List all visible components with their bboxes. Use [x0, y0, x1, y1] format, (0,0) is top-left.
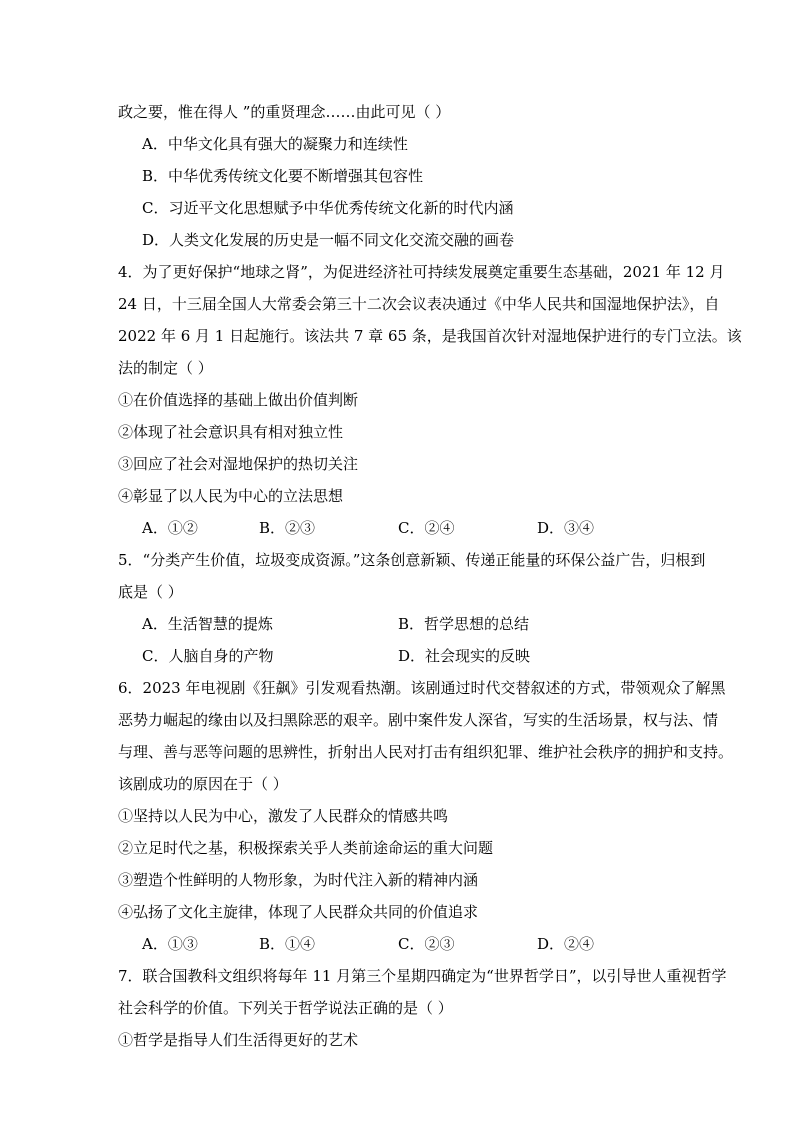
q4-statement-1: ①在价值选择的基础上做出价值判断	[118, 391, 359, 409]
q3-option-a: A．中华文化具有强大的凝聚力和连续性	[142, 135, 408, 153]
q6-stem-line: 恶势力崛起的缘由以及扫黑除恶的艰辛。剧中案件发人深省，写实的生活场景，权与法、情	[118, 711, 719, 729]
q6-statement-4: ④弘扬了文化主旋律，体现了人民群众共同的价值追求	[118, 903, 479, 921]
q5-option-d: D．社会现实的反映	[398, 647, 531, 665]
q4-option-c: C．②④	[398, 519, 455, 537]
q7-statement-1: ①哲学是指导人们生活得更好的艺术	[118, 1031, 359, 1049]
q7-stem-line: 7．联合国教科文组织将每年 11 月第三个星期四确定为“世界哲学日”，以引导世人重视哲学	[118, 967, 727, 985]
q6-option-b: B．①④	[259, 935, 316, 953]
q5-stem-line: 5．“分类产生价值，垃圾变成资源。”这条创意新颖、传递正能量的环保公益广告，归根到	[118, 551, 706, 569]
q6-statement-2: ②立足时代之基，积极探索关乎人类前途命运的重大问题	[118, 839, 494, 857]
q4-stem-line: 法的制定（ ）	[118, 359, 213, 377]
q6-stem-line: 与理、善与恶等问题的思辨性，折射出人民对打击有组织犯罪、维护社会秩序的拥护和支持。	[118, 743, 734, 761]
q4-stem-line: 2022 年 6 月 1 日起施行。该法共 7 章 65 条，是我国首次针对湿地保护进行的专门立法。该	[118, 327, 742, 345]
q7-stem-line: 社会科学的价值。下列关于哲学说法正确的是（ ）	[118, 999, 453, 1017]
q4-statement-2: ②体现了社会意识具有相对独立性	[118, 423, 344, 441]
q6-stem-line: 6．2023 年电视剧《狂飙》引发观看热潮。该剧通过时代交替叙述的方式，带领观众了解黑	[118, 679, 726, 697]
q5-option-c: C．人脑自身的产物	[142, 647, 274, 665]
q4-statement-3: ③回应了社会对湿地保护的热切关注	[118, 455, 359, 473]
q5-stem-line: 底是（ ）	[118, 583, 183, 601]
q4-stem-line: 4．为了更好保护“地球之肾”，为促进经济社可持续发展奠定重要生态基础，2021 年 12 月	[118, 263, 725, 281]
q4-option-d: D．③④	[537, 519, 595, 537]
q6-statement-3: ③塑造个性鲜明的人物形象，为时代注入新的精神内涵	[118, 871, 479, 889]
q3-stem-tail: 政之要，惟在得人 ”的重贤理念……由此可见（ ）	[118, 103, 451, 121]
q6-stem-line: 该剧成功的原因在于（ ）	[118, 775, 288, 793]
q5-option-b: B．哲学思想的总结	[398, 615, 530, 633]
q5-option-a: A．生活智慧的提炼	[142, 615, 273, 633]
q4-stem-line: 24 日，十三届全国人大常委会第三十二次会议表决通过《中华人民共和国湿地保护法》，自	[118, 295, 720, 313]
q6-option-a: A．①③	[142, 935, 198, 953]
q4-option-a: A．①②	[142, 519, 198, 537]
q6-option-c: C．②③	[398, 935, 455, 953]
q6-option-d: D．②④	[537, 935, 595, 953]
q3-option-b: B．中华优秀传统文化要不断增强其包容性	[142, 167, 424, 185]
q3-option-c: C．习近平文化思想赋予中华优秀传统文化新的时代内涵	[142, 199, 514, 217]
q4-option-b: B．②③	[259, 519, 316, 537]
q3-option-d: D．人类文化发展的历史是一幅不同文化交流交融的画卷	[142, 231, 515, 249]
q4-statement-4: ④彰显了以人民为中心的立法思想	[118, 487, 344, 505]
q6-statement-1: ①坚持以人民为中心，激发了人民群众的情感共鸣	[118, 807, 449, 825]
